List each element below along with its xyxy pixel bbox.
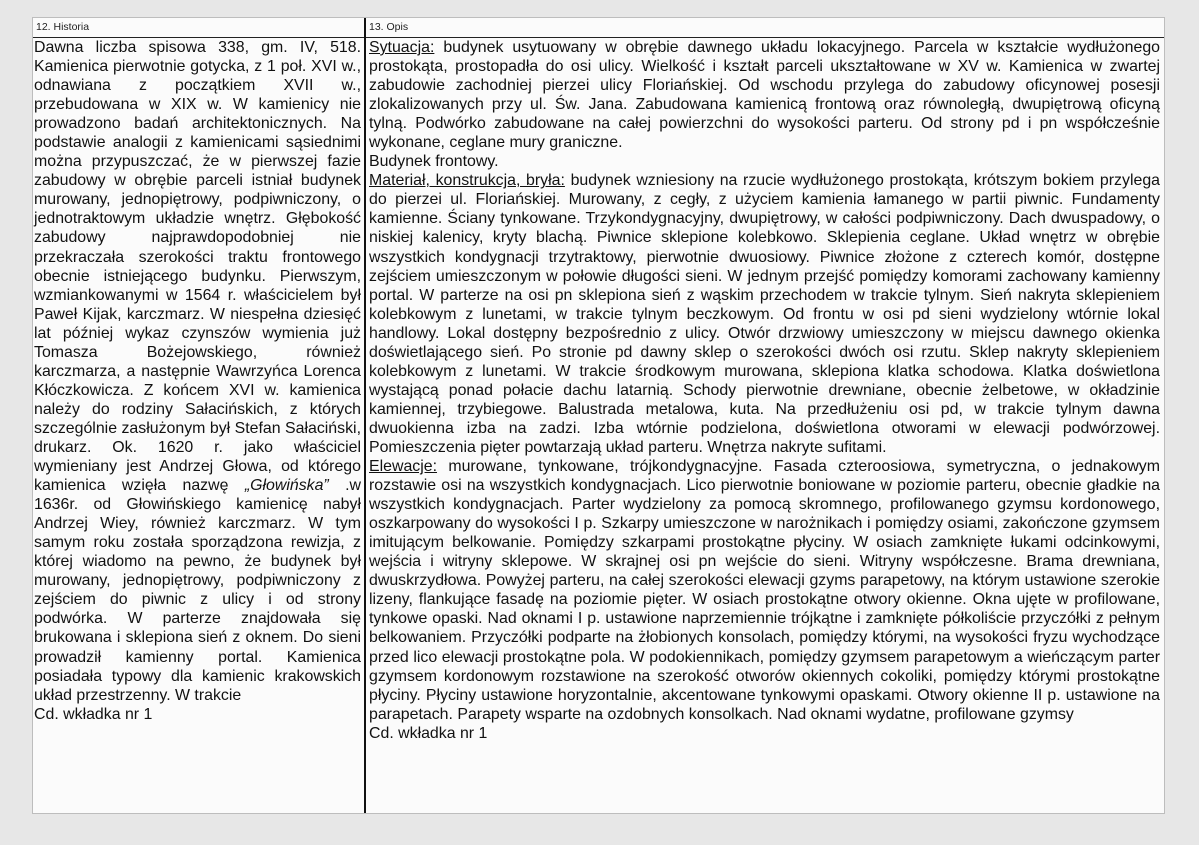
description-column [366, 18, 1164, 813]
budynek-frontowy: Budynek frontowy. [369, 153, 499, 171]
history-paragraph [34, 38, 361, 705]
sytuacja-paragraph [369, 38, 1160, 152]
history-text-1: Dawna liczba spisowa 338, gm. IV, 518. Kamienica pierwotnie gotycka, z 1 poł. XVI w., odnawiana z początkiem XVII w., przebudowana w XIX w. W kamienicy nie prowadzono badań architektonicznych. Na podstawie analogii z kamienicami sąsiednimi można przypuszczać, że w pierwszej fazie zabudowy w obrębie parceli istniał budynek murowany, jednopiętrowy, podpiwniczony, o jednotraktowym układzie wnętrz. Głębokość zabudowy najprawdopodobniej nie przekraczała szerokości traktu frontowego obecnie istniejącego budynku. Pierwszym, wzmiankowanymi w 1564 r. właścicielem był Paweł Kijak, karczmarz. W niespełna dziesięć lat później wykaz czynszów wymienia już Tomasza Bożejowskiego, również karczmarza, a następnie Wawrzyńca Lorenca Kłóczkowicza. Z końcem XVI w. kamienica należy do rodziny Sałacińskich, z których szczególnie zasłużonym był Stefan Sałaciński, drukarz. Ok. 1620 r. jako właściciel wymieniany jest Andrzej Głowa, od którego kamienica wzięła nazwę [34, 39, 361, 495]
history-footer: Cd. wkładka nr 1 [34, 705, 153, 723]
material-text: budynek wzniesiony na rzucie wydłużonego prostokąta, krótszym bokiem przylega do pierzei ul. Floriańskiej. Murowany, z cegły, z użyciem kamienia łamanego w partii piwnic. Fundamenty kamienne. Ściany tynkowane. Trzykondygnacyjny, dwupiętrowy, w całości podpiwniczony. Dach dwuspadowy, o niskiej kalenicy, kryty blachą. Piwnice sklepione kolebkowo. Sklepienia ceglane. Układ wnętrz w obrębie wszystkich kondygnacji trzytraktowy, pierwotnie dwuosiowy. Piwnice złożone z czterech komór, dostępne zejściem umieszczonym w połowie długości sieni. W jednym przejść pomiędzy komorami zachowany kamienny portal. W parterze na osi pn sklepiona sień z wąskim przechodem w trakcie tylnym. Sień nakryta sklepieniem kolebkowym z lunetami, w trakcie tylnym beczkowym. Od frontu w osi pd sieni wydzielony wtórnie lokal handlowy. Lokal dostępny bezpośrednio z ulicy. Otwór drzwiowy umieszczony w miejscu dawnego okienka doświetlającego sień. Po stronie pd dawny sklep o szerokości dwóch osi rzutu. Sklep nakryty sklepieniem kolebkowym z lunetami. W trakcie środkowym murowana, sklepiona klatka schodowa. Klatka doświetlona wystającą ponad połacie dachu latarnią. Schody pierwotnie drewniane, obecnie żelbetowe, w okładzinie kamiennej, trzybiegowe. Balustrada metalowa, kuta. Na przedłużeniu osi pd, w trakcie tylnym dawna dwuokienna izba na zadzi. Izba wtórnie podzielona, doświetlona otworami w elewacji podwórzowej. Pomieszczenia pięter powtarzają układ parteru. Wnętrza nakryte sufitami. [369, 172, 1160, 456]
elewacje-text: murowane, tynkowane, trójkondygnacyjne. Fasada czteroosiowa, symetryczna, o jednakowym rozstawie osi na wszystkich kondygnacjach. Lico pierwotnie boniowane w poziomie parteru, obecnie gładkie na wszystkich kondygnacjach. Parter wydzielony za pomocą skromnego, profilowanego gzymsu kordonowego, oszkarpowany do wysokości I p. Szkarpy umieszczone w narożnikach i pomiędzy osiami, zakończone gzymsem imitującym belkowanie. Pomiędzy szkarpami prostokątne płyciny. W osiach zamknięte łukami odcinkowymi, wejścia i witryny sklepowe. W skrajnej osi pn wejście do sieni. Witryny współczesne. Brama drewniana, dwuskrzydłowa. Powyżej parteru, na całej szerokości elewacji gzyms parapetowy, na którym ustawione szerokie lizeny, flankujące fasadę na poziomie pięter. W osiach prostokątne otwory okienne. Okna ujęte w profilowane, tynkowe opaski. Nad oknami I p. ustawione naprzemiennie trójkątne i zamknięte półkoliście przyczółki z pełnym belkowaniem. Przyczółki podparte na żłobionych konsolach, pomiędzy którymi, na wysokości fryzu wychodzące przed lico elewacji prostokątne pola. W podokiennikach, pomiędzy gzymsem parapetowym a wieńczącym parter gzymsem kordonowym rozstawione na szerokość otworów okiennych cokoliki, pomiędzy którymi prostokątne płyciny. Płyciny ustawione horyzontalnie, akcentowane tynkowymi opaskami. Otwory okienne II p. ustawione na parapetach. Parapety wsparte na ozdobnych konsolkach. Nad oknami wydatne, profilowane gzymsy [369, 458, 1160, 723]
elewacje-label: Elewacje: [369, 458, 438, 476]
description-body [366, 38, 1164, 743]
sytuacja-label: Sytuacja: [369, 39, 435, 56]
history-body [33, 38, 364, 724]
form-card [32, 17, 1165, 814]
history-header: 12. Historia [33, 18, 364, 38]
history-column [33, 18, 364, 813]
description-header: 13. Opis [366, 18, 1164, 38]
sytuacja-text: budynek usytuowany w obrębie dawnego układu lokacyjnego. Parcela w kształcie wydłużonego prostokąta, prostopadła do osi ulicy. Wielkość i kształt parceli ukształtowane w XV w. Kamienica w zwartej zabudowie zachodniej pierzei ulicy Floriańskiej. Od wschodu przylega do zabudowy oficynowej posesji zlokalizowanych przy ul. Św. Jana. Zabudowana kamienicą frontową oraz równoległą, dwupiętrową oficyną tylną. Podwórko zabudowane na całej powierzchni do wysokości parteru. Od strony pd i pn współcześnie wykonane, ceglane mury graniczne. [369, 39, 1160, 152]
elewacje-paragraph [369, 457, 1160, 724]
material-paragraph [369, 171, 1160, 457]
history-italic-name: „Głowińska” [244, 477, 329, 495]
description-footer: Cd. wkładka nr 1 [369, 724, 488, 742]
material-label: Materiał, konstrukcja, bryła: [369, 172, 565, 190]
history-text-2: .w 1636r. od Głowińskiego kamienicę nabył Andrzej Wiey, również karczmarz. W tym samym roku została sporządzona rewizja, z której wiadomo na pewno, że budynek był murowany, jednopiętrowy, podpiwniczony z zejściem do piwnic z ulicy i od strony podwórka. W parterze znajdowała się brukowana i sklepiona sień z oknem. Do sieni prowadził kamienny portal. Kamienica posiadała typowy dla kamienic krakowskich układ przestrzenny. W trakcie [34, 477, 362, 704]
